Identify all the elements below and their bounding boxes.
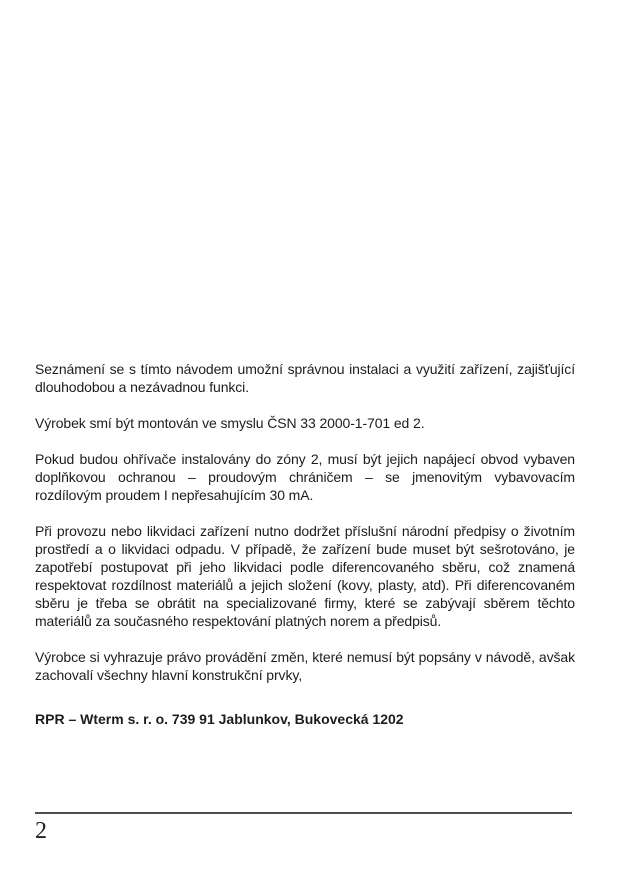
paragraph-intro: Seznámení se s tímto návodem umožní správnou instalaci a využití zařízení, zajišťující dlouhodobou a nezávadnou funkci. [35,361,575,395]
manufacturer-address: RPR – Wterm s. r. o. 739 91 Jablunkov, Bukovecká 1202 [35,711,404,727]
paragraph-standard: Výrobek smí být montován ve smyslu ČSN 33 2000-1-701 ed 2. [35,415,425,431]
paragraph-zone2: Pokud budou ohřívače instalovány do zóny 2, musí být jejich napájecí obvod vybaven doplňkovou ochranou – proudovým chráničem – se jmenovitým vybavovacím rozdílovým proudem I nepřesahujícím 30 mA. [35,451,575,503]
paragraph-changes: Výrobce si vyhrazuje právo provádění změn, které nemusí být popsány v návodě, avšak zachovalí všechny hlavní konstrukční prvky, [35,649,575,683]
page-number: 2 [35,818,47,844]
paragraph-disposal: Při provozu nebo likvidaci zařízení nutno dodržet příslušní národní předpisy o životním prostředí a o likvidaci odpadu. V případě, že zařízení bude muset být sešrotováno, je zapotřebí postupovat při jeho likvidaci podle diferencovaného sběru, což znamená respektovat rozdílnost materiálů a jejich složení (kovy, plasty, atd). Při diferencovaném sběru je třeba se obrátit na specializované firmy, které se zabývají sběrem těchto materiálů za současného respektování platných norem a předpisů. [35,523,575,629]
footer-divider [35,812,572,814]
body-text [35,360,575,746]
